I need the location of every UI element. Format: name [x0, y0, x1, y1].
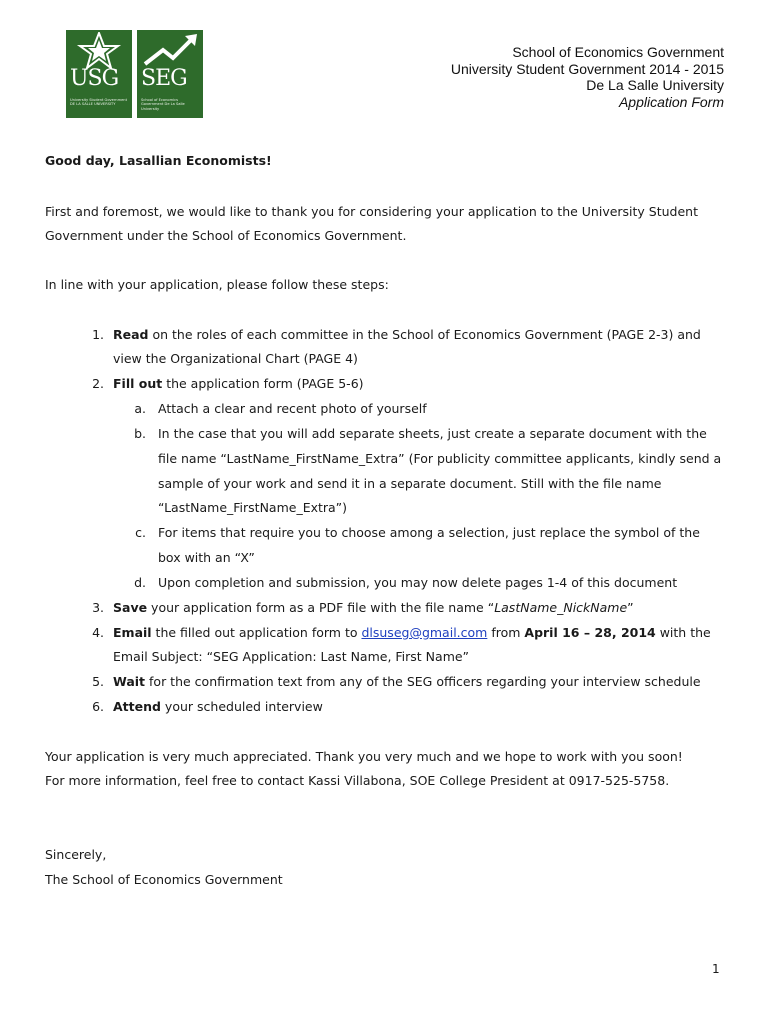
growth-arrow-icon	[141, 32, 201, 68]
step-4-dates: April 16 – 28, 2014	[524, 625, 656, 640]
star-icon	[74, 32, 124, 70]
step-2c-line-2: box with an “X”	[158, 550, 255, 565]
step-4-line-2: Email Subject: “SEG Application: Last Name, First Name”	[113, 649, 470, 664]
intro-line-1: First and foremost, we would like to thank you for considering your application to the University Student	[45, 204, 699, 219]
step-3-keyword: Save	[113, 600, 148, 615]
email-link[interactable]: dlsuseg@gmail.com	[361, 625, 488, 640]
step-6-text: your scheduled interview	[160, 699, 323, 714]
step-5-text: for the confirmation text from any of the SEG officers regarding your interview schedule	[145, 674, 701, 689]
closing-line-2: For more information, feel free to contact Kassi Villabona, SOE College President at 0917-525-5758.	[45, 773, 670, 788]
step-3-line-1	[113, 600, 634, 616]
step-2b-line-4: “LastName_FirstName_Extra”)	[158, 500, 348, 515]
letterhead	[451, 44, 724, 110]
step-2-text: the application form (PAGE 5-6)	[162, 376, 364, 391]
header-line-form-title: Application Form	[618, 93, 724, 110]
steps-intro: In line with your application, please follow these steps:	[45, 277, 389, 292]
header-line-university: De La Salle University	[586, 77, 724, 93]
header-line-organization: School of Economics Government	[512, 44, 724, 60]
page-number: 1	[712, 962, 720, 976]
usg-logo	[66, 30, 132, 118]
step-6-keyword: Attend	[113, 699, 161, 714]
step-6-number: 6.	[92, 699, 104, 714]
step-6-line-1	[113, 699, 323, 715]
usg-logo-subtitle: University Student Government DE LA SALLE UNIVERSITY	[70, 98, 127, 107]
step-2b-letter: b.	[134, 426, 146, 441]
step-5-line-1	[113, 674, 701, 690]
step-2c-letter: c.	[135, 525, 146, 540]
step-1-number: 1.	[92, 327, 104, 342]
step-5-keyword: Wait	[113, 674, 146, 689]
step-2a-letter: a.	[134, 401, 146, 416]
step-4-line-1	[113, 625, 711, 641]
step-1-line-1	[113, 327, 701, 343]
signoff-salutation: Sincerely,	[45, 847, 107, 862]
header-line-government: University Student Government 2014 - 2015	[450, 60, 724, 77]
step-4-tail: with the	[655, 625, 711, 640]
usg-logo-abbr: USG	[70, 66, 119, 91]
step-2-keyword: Fill out	[113, 376, 163, 391]
step-2b-line-2: file name “LastName_FirstName_Extra” (For publicity committee applicants, kindly send a	[158, 451, 722, 466]
step-2d-text: Upon completion and submission, you may now delete pages 1-4 of this document	[158, 575, 678, 590]
seg-logo	[137, 30, 203, 118]
step-2a-text: Attach a clear and recent photo of yourself	[158, 401, 427, 416]
step-1-text: on the roles of each committee in the School of Economics Government (PAGE 2-3) and	[148, 327, 701, 342]
step-4-from: from	[487, 625, 525, 640]
step-1-line-2: view the Organizational Chart (PAGE 4)	[113, 351, 358, 366]
step-2-line-1	[113, 376, 364, 392]
step-3-number: 3.	[92, 600, 104, 615]
step-3-text: your application form as a PDF file with the file name “	[147, 600, 495, 615]
seg-logo-subtitle: School of Economics Government De La Salle University	[141, 98, 185, 111]
step-1-keyword: Read	[113, 327, 149, 342]
intro-line-2: Government under the School of Economics Government.	[45, 228, 407, 243]
step-3-end: ”	[627, 600, 634, 615]
step-2b-line-3: sample of your work and send it in a separate document. Still with the file name	[158, 476, 662, 491]
seg-logo-abbr: SEG	[141, 66, 187, 91]
step-3-filename: LastName_NickName	[494, 600, 628, 615]
step-4-keyword: Email	[113, 625, 152, 640]
step-2d-letter: d.	[134, 575, 146, 590]
step-2c-line-1: For items that require you to choose among a selection, just replace the symbol of the	[158, 525, 700, 540]
closing-line-1: Your application is very much appreciated. Thank you very much and we hope to work with you soon!	[45, 749, 683, 764]
step-5-number: 5.	[92, 674, 104, 689]
step-2-number: 2.	[92, 376, 104, 391]
step-2b-line-1: In the case that you will add separate sheets, just create a separate document with the	[158, 426, 707, 441]
signoff-signature: The School of Economics Government	[45, 872, 283, 887]
step-4-text: the filled out application form to	[151, 625, 362, 640]
greeting: Good day, Lasallian Economists!	[45, 153, 272, 168]
step-4-number: 4.	[92, 625, 104, 640]
